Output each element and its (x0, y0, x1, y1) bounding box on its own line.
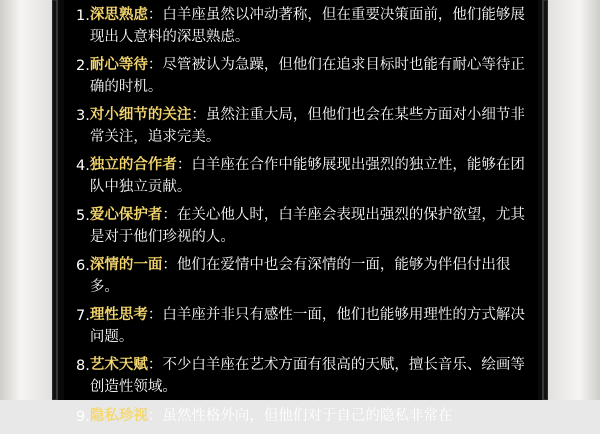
list-item-separator: ： (147, 7, 163, 23)
list-item (76, 4, 528, 48)
list-item (76, 154, 528, 198)
list-item-body (90, 405, 528, 427)
list-item-body (90, 154, 528, 198)
list-item-body (90, 254, 528, 298)
list-item-body (90, 104, 528, 148)
list-item (76, 204, 528, 248)
list-item-number: 2. (76, 58, 90, 75)
list-item-term: 对小细节的关注 (89, 107, 192, 124)
list-item (76, 354, 528, 398)
frame-right-edge (548, 0, 600, 400)
list-item-number: 1. (76, 8, 90, 24)
list-item-body (90, 354, 528, 398)
list-item-description: 白羊座虽然以冲动著称，但在重要决策面前，他们能够展现出人意料的深思熟虑。 (89, 7, 525, 46)
list-item-separator: ： (147, 57, 163, 74)
list-item-body (90, 304, 528, 348)
list-item-number: 3. (76, 108, 90, 125)
list-item-number: 6. (76, 258, 90, 275)
list-item-description: 白羊座在合作中能够展现出强烈的独立性，能够在团队中独立贡献。 (89, 157, 525, 196)
list-item-description: 在关心他人时，白羊座会表现出强烈的保护欲望，尤其是对于他们珍视的人。 (89, 207, 525, 246)
list-item-separator: ： (191, 107, 206, 124)
list-item-description: 虽然性格外向，但他们对于自己的隐私非常在 (162, 407, 453, 424)
list-item-number: 8. (76, 358, 90, 375)
numbered-trait-list (64, 4, 538, 434)
list-item-description: 不少白羊座在艺术方面有很高的天赋，擅长音乐、绘画等创造性领域。 (89, 357, 525, 396)
list-item-term: 爱心保护者 (89, 207, 163, 224)
list-item-term: 深情的一面 (89, 257, 163, 274)
list-item (76, 104, 528, 148)
list-item-separator: ： (147, 357, 163, 374)
list-item-number: 7. (76, 308, 90, 325)
list-item-body (90, 54, 528, 98)
list-item (76, 54, 528, 98)
list-item-description: 白羊座并非只有感性一面，他们也能够用理性的方式解决问题。 (89, 307, 525, 346)
list-item-separator: ： (162, 207, 177, 224)
list-item (76, 405, 528, 428)
frame-left-edge (0, 0, 52, 400)
list-item-body (90, 204, 528, 248)
list-item (76, 304, 528, 348)
list-item-description: 他们在爱情中也会有深情的一面，能够为伴侣付出很多。 (89, 257, 511, 296)
list-item-separator: ： (176, 157, 192, 174)
list-item-number: 9. (76, 408, 90, 425)
list-item-number: 4. (76, 158, 90, 175)
list-item-separator: ： (147, 407, 163, 424)
screen-content (64, 0, 538, 425)
list-item-number: 5. (76, 208, 90, 225)
list-item-term: 深思熟虑 (89, 7, 148, 23)
list-item-separator: ： (147, 307, 163, 324)
list-item (76, 254, 528, 298)
list-item-separator: ： (162, 257, 177, 274)
list-item-term: 理性思考 (89, 307, 148, 324)
list-item-body (90, 4, 528, 48)
list-item-term: 耐心等待 (89, 57, 148, 74)
list-item-term: 独立的合作者 (89, 157, 177, 174)
list-item-description: 虽然注重大局，但他们也会在某些方面对小细节非常关注，追求完美。 (89, 107, 525, 146)
list-item-description: 尽管被认为急躁，但他们在追求目标时也能有耐心等待正确的时机。 (89, 57, 525, 96)
list-item-term: 艺术天赋 (89, 357, 148, 374)
list-item-term: 隐私珍视 (89, 407, 148, 424)
